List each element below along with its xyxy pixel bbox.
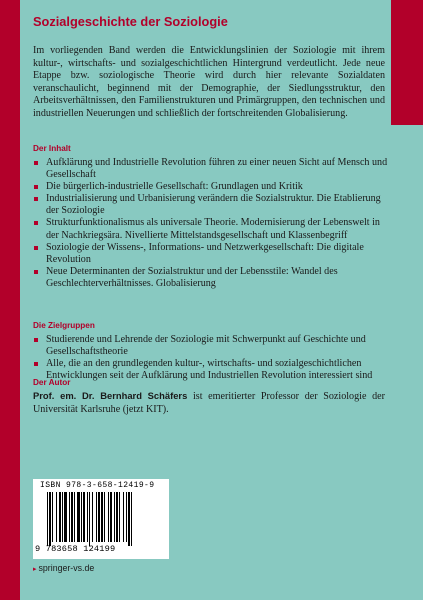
author-paragraph [33, 390, 385, 416]
list-item: Strukturfunktionalismus als universale Theorie. Modernisierung der Lebenswelt in der Nachkriegsära. Nivellierte Mittelstandsgesellschaft und Klassenbegriff [33, 217, 388, 241]
left-color-bar [0, 0, 20, 600]
author-name: Prof. em. Dr. Bernhard Schäfers [33, 390, 188, 401]
barcode-digits: 9 783658 124199 [35, 544, 116, 554]
book-title: Sozialgeschichte der Soziologie [33, 14, 228, 29]
zielgruppen-list [33, 334, 388, 382]
list-item: Aufklärung und Industrielle Revolution führen zu einer neuen Sicht auf Mensch und Gesellschaft [33, 157, 388, 181]
section-heading-autor: Der Autor [33, 378, 71, 387]
inhalt-list [33, 157, 388, 290]
list-item: Soziologie der Wissens-, Informations- und Netzwerkgesellschaft: Die digitale Revolution [33, 242, 388, 266]
intro-paragraph: Im vorliegenden Band werden die Entwicklungslinien der Soziologie mit ihrem kultur-, wirtschafts- und sozialgeschichtlichen Hintergrund verdeutlicht. Jede neue Etappe bzw. soziologische Theorie wird durch hier relevante Sozialdaten veranschaulicht, beginnend mit der Demographie, der Siedlungsstruktur, den Arbeitsverhältnissen, den Familienstrukturen und Primärgruppen, den technischen und industriellen Neuerungen und schließlich der fortschreitenden Globalisierung. [33, 45, 385, 119]
author-bio: ist emeritierter Professor der Soziologie der Universität Karlsruhe (jetzt KIT). [33, 391, 385, 415]
list-item: Industrialisierung und Urbanisierung verändern die Sozialstruktur. Die Etablierung der Soziologie [33, 193, 388, 217]
isbn-label: ISBN 978-3-658-12419-9 [40, 481, 155, 490]
list-item: Studierende und Lehrende der Soziologie mit Schwerpunkt auf Geschichte und Gesellschaftstheorie [33, 334, 388, 358]
barcode-bars [47, 492, 162, 546]
right-color-tab [391, 0, 423, 125]
section-heading-zielgruppen: Die Zielgruppen [33, 321, 95, 330]
publisher-url[interactable]: ▸ springer-vs.de [33, 563, 95, 573]
isbn-barcode [33, 479, 169, 559]
list-item: Alle, die an den grundlegenden kultur-, wirtschafts- und sozialgeschichtlichen Entwicklungen seit der Aufklärung und Industriellen Revolution interessiert sind [33, 358, 388, 382]
list-item: Die bürgerlich-industrielle Gesellschaft: Grundlagen und Kritik [33, 181, 388, 193]
arrow-icon: ▸ [33, 566, 37, 573]
list-item: Neue Determinanten der Sozialstruktur und der Lebensstile: Wandel des Geschlechterverhältnisses. Globalisierung [33, 266, 388, 290]
section-heading-inhalt: Der Inhalt [33, 144, 71, 153]
